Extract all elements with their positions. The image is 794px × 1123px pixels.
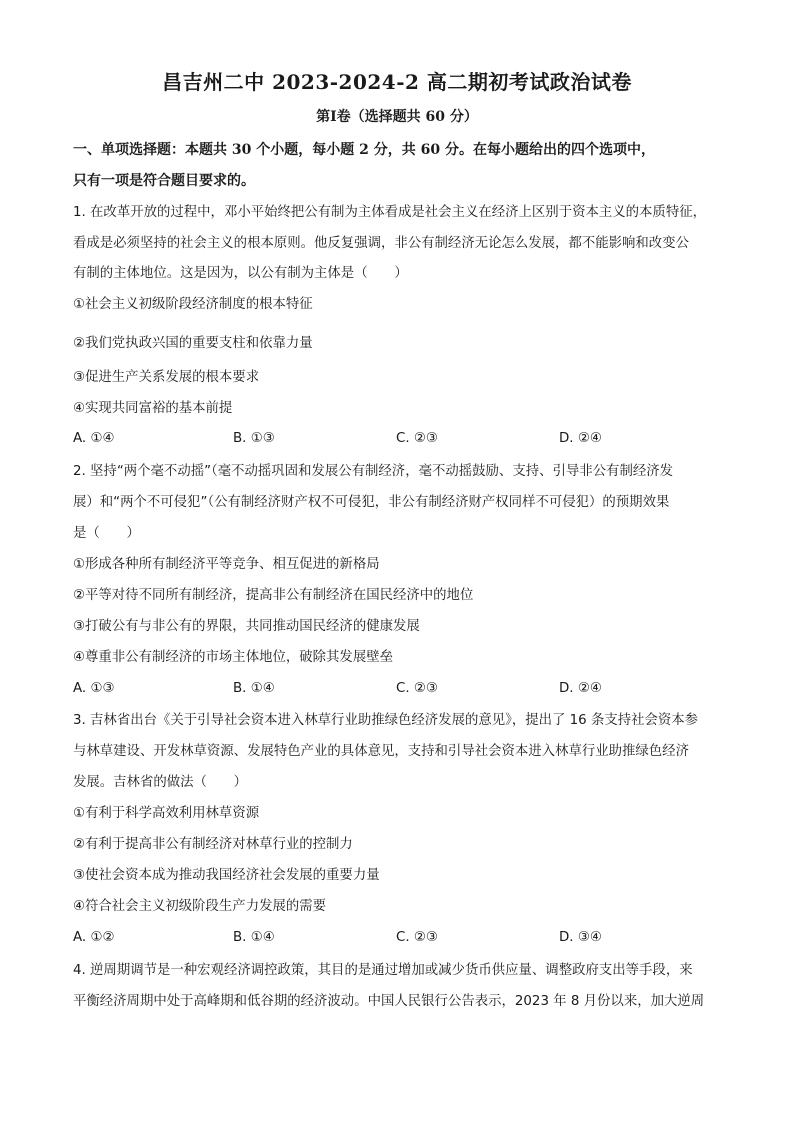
q3-option-a: A. ①② <box>73 930 115 945</box>
section-subtitle: 第Ⅰ卷（选择题共 60 分） <box>316 109 478 125</box>
q3-option-c: C. ②③ <box>396 930 438 945</box>
q2-item-4: ④尊重非公有制经济的市场主体地位，破除其发展壁垒 <box>73 650 393 665</box>
q1-stem-line-2: 看成是必须坚持的社会主义的根本原则。他反复强调，非公有制经济无论怎么发展，都不能影响和改变公 <box>73 236 689 251</box>
exam-title: 昌吉州二中 2023-2024-2 高二期初考试政治试卷 <box>162 70 632 94</box>
q2-item-3: ③打破公有与非公有的界限，共同推动国民经济的健康发展 <box>73 619 420 634</box>
q3-item-1: ①有利于科学高效利用林草资源 <box>73 806 260 821</box>
q1-stem-line-3: 有制的主体地位。这是因为，以公有制为主体是（ ） <box>73 266 408 281</box>
q1-option-c: C. ②③ <box>396 431 438 446</box>
q1-option-d: D. ②④ <box>559 431 602 446</box>
q3-item-4: ④符合社会主义初级阶段生产力发展的需要 <box>73 899 327 914</box>
q2-item-2: ②平等对待不同所有制经济，提高非公有制经济在国民经济中的地位 <box>73 588 474 603</box>
q3-item-3: ③使社会资本成为推动我国经济社会发展的重要力量 <box>73 868 380 883</box>
q1-item-2: ②我们党执政兴国的重要支柱和依靠力量 <box>73 336 313 351</box>
q2-option-a: A. ①③ <box>73 681 115 696</box>
q3-item-2: ②有利于提高非公有制经济对林草行业的控制力 <box>73 837 353 852</box>
q4-stem-line-1: 4. 逆周期调节是一种宏观经济调控政策，其目的是通过增加或减少货币供应量、调整政府支出等手段，来 <box>73 963 693 978</box>
q4-stem-line-2: 平衡经济周期中处于高峰期和低谷期的经济波动。中国人民银行公告表示，2023 年 8 月份以来，加大逆周 <box>73 994 705 1009</box>
section-instruction-line-2: 只有一项是符合题目要求的。 <box>73 173 255 189</box>
q2-stem-line-2: 展）和“两个不可侵犯”（公有制经济财产权不可侵犯，非公有制经济财产权同样不可侵犯）的预期效果 <box>73 495 670 510</box>
q3-option-d: D. ③④ <box>559 930 602 945</box>
q1-option-b: B. ①③ <box>233 431 275 446</box>
q2-option-d: D. ②④ <box>559 681 602 696</box>
q1-item-1: ①社会主义初级阶段经济制度的根本特征 <box>73 297 313 312</box>
q3-stem-line-3: 发展。吉林省的做法（ ） <box>73 775 248 790</box>
q2-option-c: C. ②③ <box>396 681 438 696</box>
q2-stem-line-3: 是（ ） <box>73 526 140 541</box>
section-instruction-line-1: 一、单项选择题：本题共 30 个小题，每小题 2 分，共 60 分。在每小题给出的四个选项中， <box>73 142 655 158</box>
q2-stem-line-1: 2. 坚持“两个毫不动摇”（毫不动摇巩固和发展公有制经济，毫不动摇鼓励、支持、引导非公有制经济发 <box>73 464 674 479</box>
q2-option-b: B. ①④ <box>233 681 275 696</box>
q1-item-4: ④实现共同富裕的基本前提 <box>73 401 233 416</box>
q1-option-a: A. ①④ <box>73 431 115 446</box>
q3-stem-line-2: 与林草建设、开发林草资源、发展特色产业的具体意见，支持和引导社会资本进入林草行业助推绿色经济 <box>73 744 689 759</box>
q1-item-3: ③促进生产关系发展的根本要求 <box>73 370 260 385</box>
q2-item-1: ①形成各种所有制经济平等竞争、相互促进的新格局 <box>73 557 380 572</box>
q1-stem-line-1: 1. 在改革开放的过程中，邓小平始终把公有制为主体看成是社会主义在经济上区别于资本主义的本质特征， <box>73 205 706 220</box>
q3-stem-line-1: 3. 吉林省出台《关于引导社会资本进入林草行业助推绿色经济发展的意见》，提出了 16 条支持社会资本参 <box>73 713 699 728</box>
q3-option-b: B. ①④ <box>233 930 275 945</box>
